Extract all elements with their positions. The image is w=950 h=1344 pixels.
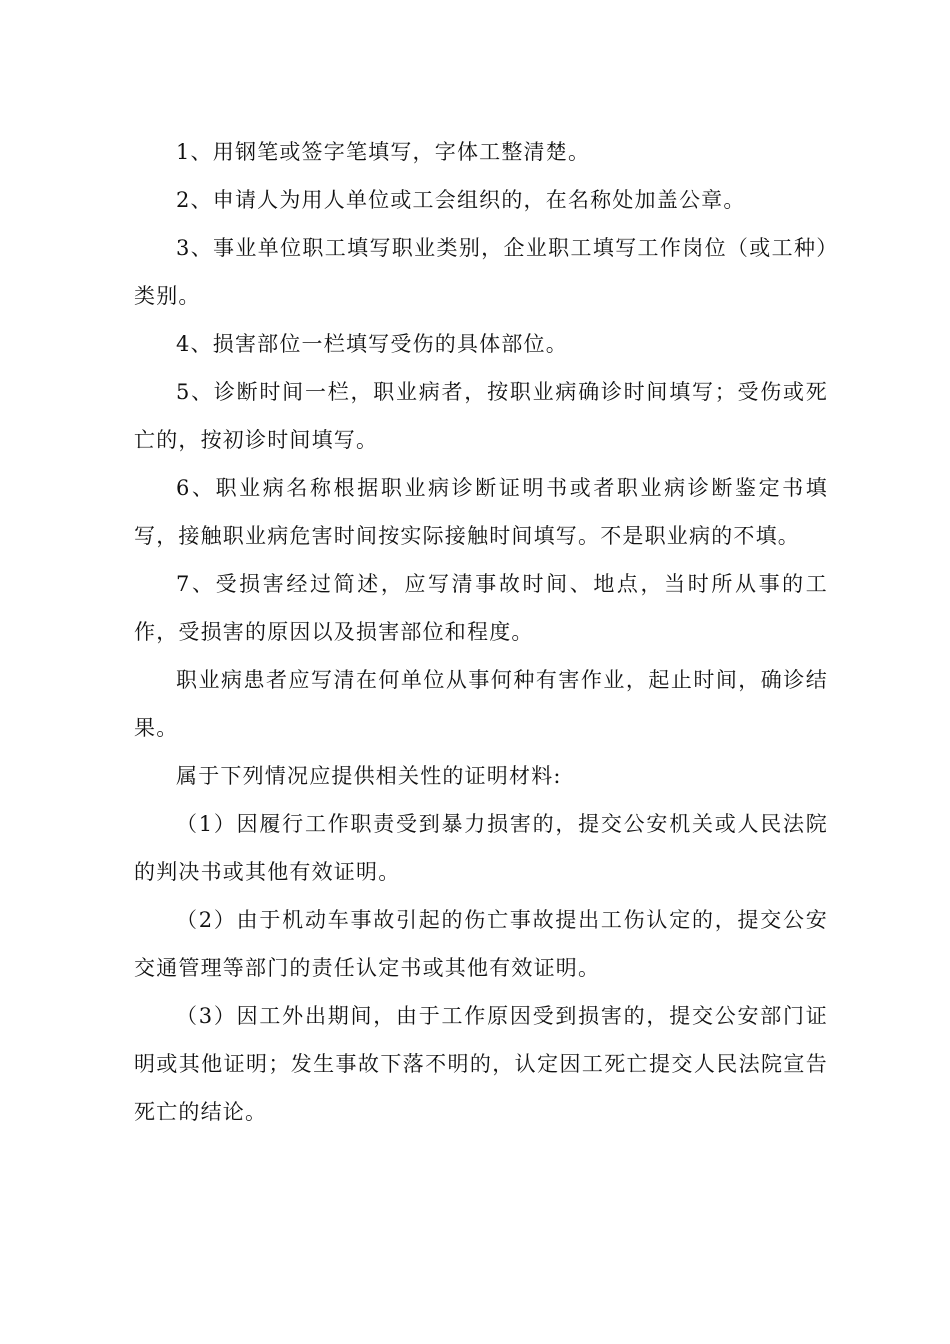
instruction-item-4: 4、损害部位一栏填写受伤的具体部位。 <box>176 332 568 356</box>
occupational-disease-note: 职业病患者应写清在何单位从事何种有害作业，起止时间，确诊结果。 <box>134 668 828 740</box>
evidence-item-2: （2）由于机动车事故引起的伤亡事故提出工伤认定的，提交公安交通管理等部门的责任认定书或其他有效证明。 <box>134 908 828 980</box>
instructions-body <box>134 128 828 1136</box>
instruction-item-5: 5、诊断时间一栏，职业病者，按职业病确诊时间填写；受伤或死亡的，按初诊时间填写。 <box>134 380 828 452</box>
evidence-intro: 属于下列情况应提供相关性的证明材料: <box>176 764 562 788</box>
instruction-item-1: 1、用钢笔或签字笔填写，字体工整清楚。 <box>176 140 591 164</box>
evidence-item-1: （1）因履行工作职责受到暴力损害的，提交公安机关或人民法院的判决书或其他有效证明。 <box>134 812 828 884</box>
instruction-item-3: 3、事业单位职工填写职业类别，企业职工填写工作岗位（或工种）类别。 <box>134 236 828 308</box>
instruction-item-2: 2、申请人为用人单位或工会组织的，在名称处加盖公章。 <box>176 188 746 212</box>
instruction-item-6: 6、职业病名称根据职业病诊断证明书或者职业病诊断鉴定书填写，接触职业病危害时间按实际接触时间填写。不是职业病的不填。 <box>134 476 828 548</box>
instruction-item-7: 7、受损害经过简述，应写清事故时间、地点，当时所从事的工作，受损害的原因以及损害部位和程度。 <box>134 572 828 644</box>
evidence-item-3: （3）因工外出期间，由于工作原因受到损害的，提交公安部门证明或其他证明；发生事故下落不明的，认定因工死亡提交人民法院宣告死亡的结论。 <box>134 1004 828 1124</box>
